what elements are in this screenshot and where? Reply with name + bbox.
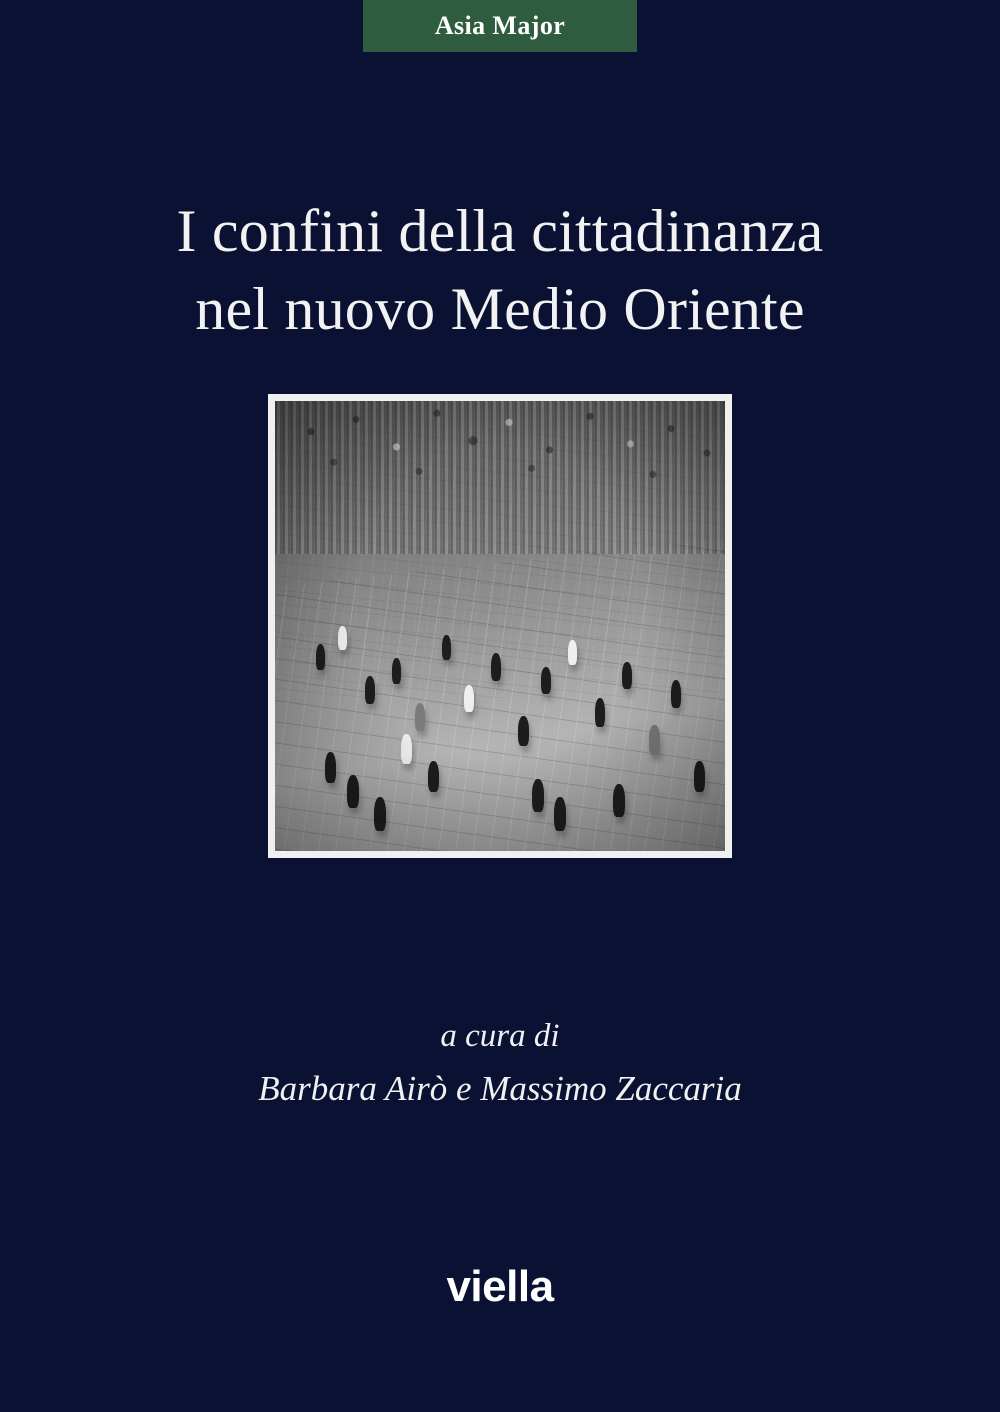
cover-photo-frame <box>268 394 732 858</box>
title-line-2: nel nuovo Medio Oriente <box>195 276 805 342</box>
series-label: Asia Major <box>434 11 566 40</box>
publisher-logo <box>0 1262 1000 1312</box>
editors-prefix: a cura di <box>440 1018 560 1054</box>
photo-vignette <box>275 401 725 851</box>
editors-block <box>0 1012 1000 1114</box>
title-line-1: I confini della cittadinanza <box>176 198 824 264</box>
editors-names: Barbara Airò e Massimo Zaccaria <box>258 1069 742 1108</box>
publisher-name: viella <box>446 1262 554 1311</box>
series-band <box>363 0 637 52</box>
cover-photo <box>275 401 725 851</box>
page-title <box>0 192 1000 348</box>
